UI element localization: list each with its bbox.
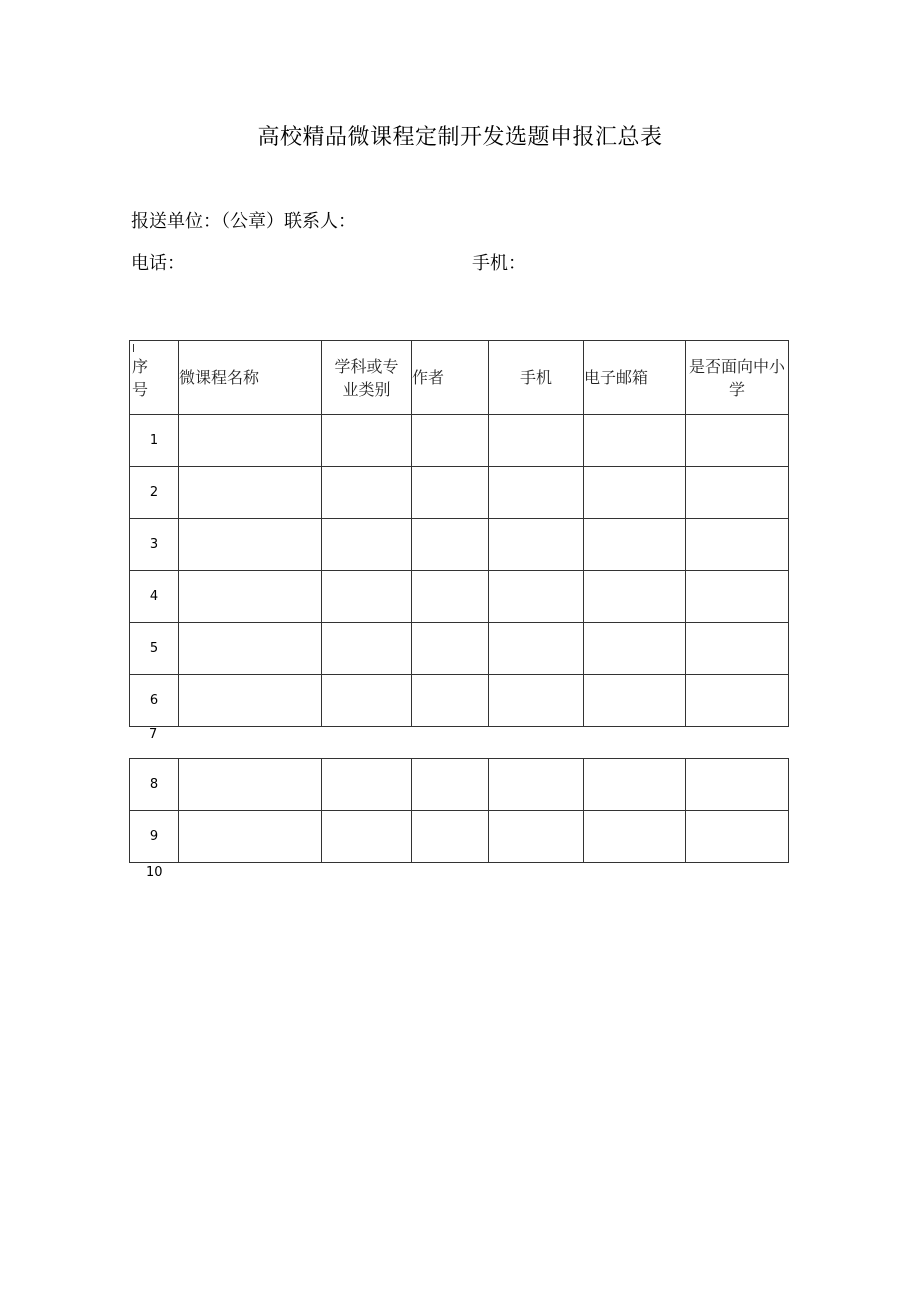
- cell-mobile[interactable]: [489, 623, 584, 675]
- table-header-row: [130, 341, 789, 415]
- cell-k12[interactable]: [686, 623, 789, 675]
- cell-subject[interactable]: [322, 571, 412, 623]
- table-row: [130, 415, 789, 467]
- header-email: 电子邮箱: [584, 341, 686, 415]
- page-title: 高校精品微课程定制开发选题申报汇总表: [257, 125, 663, 150]
- cell-author[interactable]: [412, 811, 489, 863]
- row-number-10: 10: [146, 865, 163, 880]
- cell-author[interactable]: [412, 519, 489, 571]
- cell-email[interactable]: [584, 519, 686, 571]
- cell-subject[interactable]: [322, 467, 412, 519]
- header-k12: [686, 341, 789, 415]
- row-number-7: 7: [149, 727, 158, 742]
- cell-course-name[interactable]: [179, 811, 322, 863]
- cell-subject[interactable]: [322, 759, 412, 811]
- cell-mobile[interactable]: [489, 571, 584, 623]
- tick-mark: [133, 344, 134, 352]
- header-k12-label: 是否面向中小学: [689, 356, 786, 399]
- cell-k12[interactable]: [686, 415, 789, 467]
- table-row: [130, 519, 789, 571]
- cell-k12[interactable]: [686, 811, 789, 863]
- cell-email[interactable]: [584, 675, 686, 727]
- summary-table-continued: [129, 758, 789, 863]
- cell-mobile[interactable]: [489, 675, 584, 727]
- row-number: 9: [130, 811, 179, 863]
- cell-k12[interactable]: [686, 675, 789, 727]
- table-row: [130, 467, 789, 519]
- cell-subject[interactable]: [322, 623, 412, 675]
- header-mobile: 手机: [489, 341, 584, 415]
- table-row: [130, 759, 789, 811]
- cell-mobile[interactable]: [489, 415, 584, 467]
- cell-course-name[interactable]: [179, 571, 322, 623]
- cell-author[interactable]: [412, 571, 489, 623]
- header-subject: [322, 341, 412, 415]
- row-number: 1: [130, 415, 179, 467]
- cell-mobile[interactable]: [489, 811, 584, 863]
- cell-k12[interactable]: [686, 519, 789, 571]
- summary-table: [129, 340, 789, 727]
- cell-subject[interactable]: [322, 519, 412, 571]
- cell-author[interactable]: [412, 759, 489, 811]
- cell-email[interactable]: [584, 623, 686, 675]
- table-row: [130, 571, 789, 623]
- cell-author[interactable]: [412, 675, 489, 727]
- header-seq-label: 序号: [132, 356, 149, 399]
- row-number: 6: [130, 675, 179, 727]
- row-number: 5: [130, 623, 179, 675]
- cell-author[interactable]: [412, 467, 489, 519]
- cell-course-name[interactable]: [179, 759, 322, 811]
- cell-email[interactable]: [584, 571, 686, 623]
- cell-course-name[interactable]: [179, 519, 322, 571]
- cell-email[interactable]: [584, 811, 686, 863]
- cell-k12[interactable]: [686, 467, 789, 519]
- submitting-unit-contact-label: 报送单位：（公章）联系人：: [131, 211, 356, 232]
- row-number: 2: [130, 467, 179, 519]
- cell-mobile[interactable]: [489, 759, 584, 811]
- cell-email[interactable]: [584, 759, 686, 811]
- cell-subject[interactable]: [322, 415, 412, 467]
- cell-course-name[interactable]: [179, 675, 322, 727]
- cell-subject[interactable]: [322, 811, 412, 863]
- cell-k12[interactable]: [686, 571, 789, 623]
- cell-email[interactable]: [584, 415, 686, 467]
- mobile-label: 手机：: [472, 253, 526, 274]
- cell-mobile[interactable]: [489, 467, 584, 519]
- header-author: 作者: [412, 341, 489, 415]
- cell-email[interactable]: [584, 467, 686, 519]
- cell-course-name[interactable]: [179, 415, 322, 467]
- cell-course-name[interactable]: [179, 467, 322, 519]
- table-row: [130, 811, 789, 863]
- table-row: [130, 623, 789, 675]
- cell-mobile[interactable]: [489, 519, 584, 571]
- cell-k12[interactable]: [686, 759, 789, 811]
- header-seq: [130, 341, 179, 415]
- row-number: 4: [130, 571, 179, 623]
- cell-author[interactable]: [412, 415, 489, 467]
- row-number: 3: [130, 519, 179, 571]
- cell-subject[interactable]: [322, 675, 412, 727]
- header-subject-label: 学科或专业类别: [334, 356, 399, 399]
- table-row: [130, 675, 789, 727]
- cell-author[interactable]: [412, 623, 489, 675]
- row-number: 8: [130, 759, 179, 811]
- header-course-name: 微课程名称: [179, 341, 322, 415]
- phone-label: 电话：: [131, 253, 185, 274]
- cell-course-name[interactable]: [179, 623, 322, 675]
